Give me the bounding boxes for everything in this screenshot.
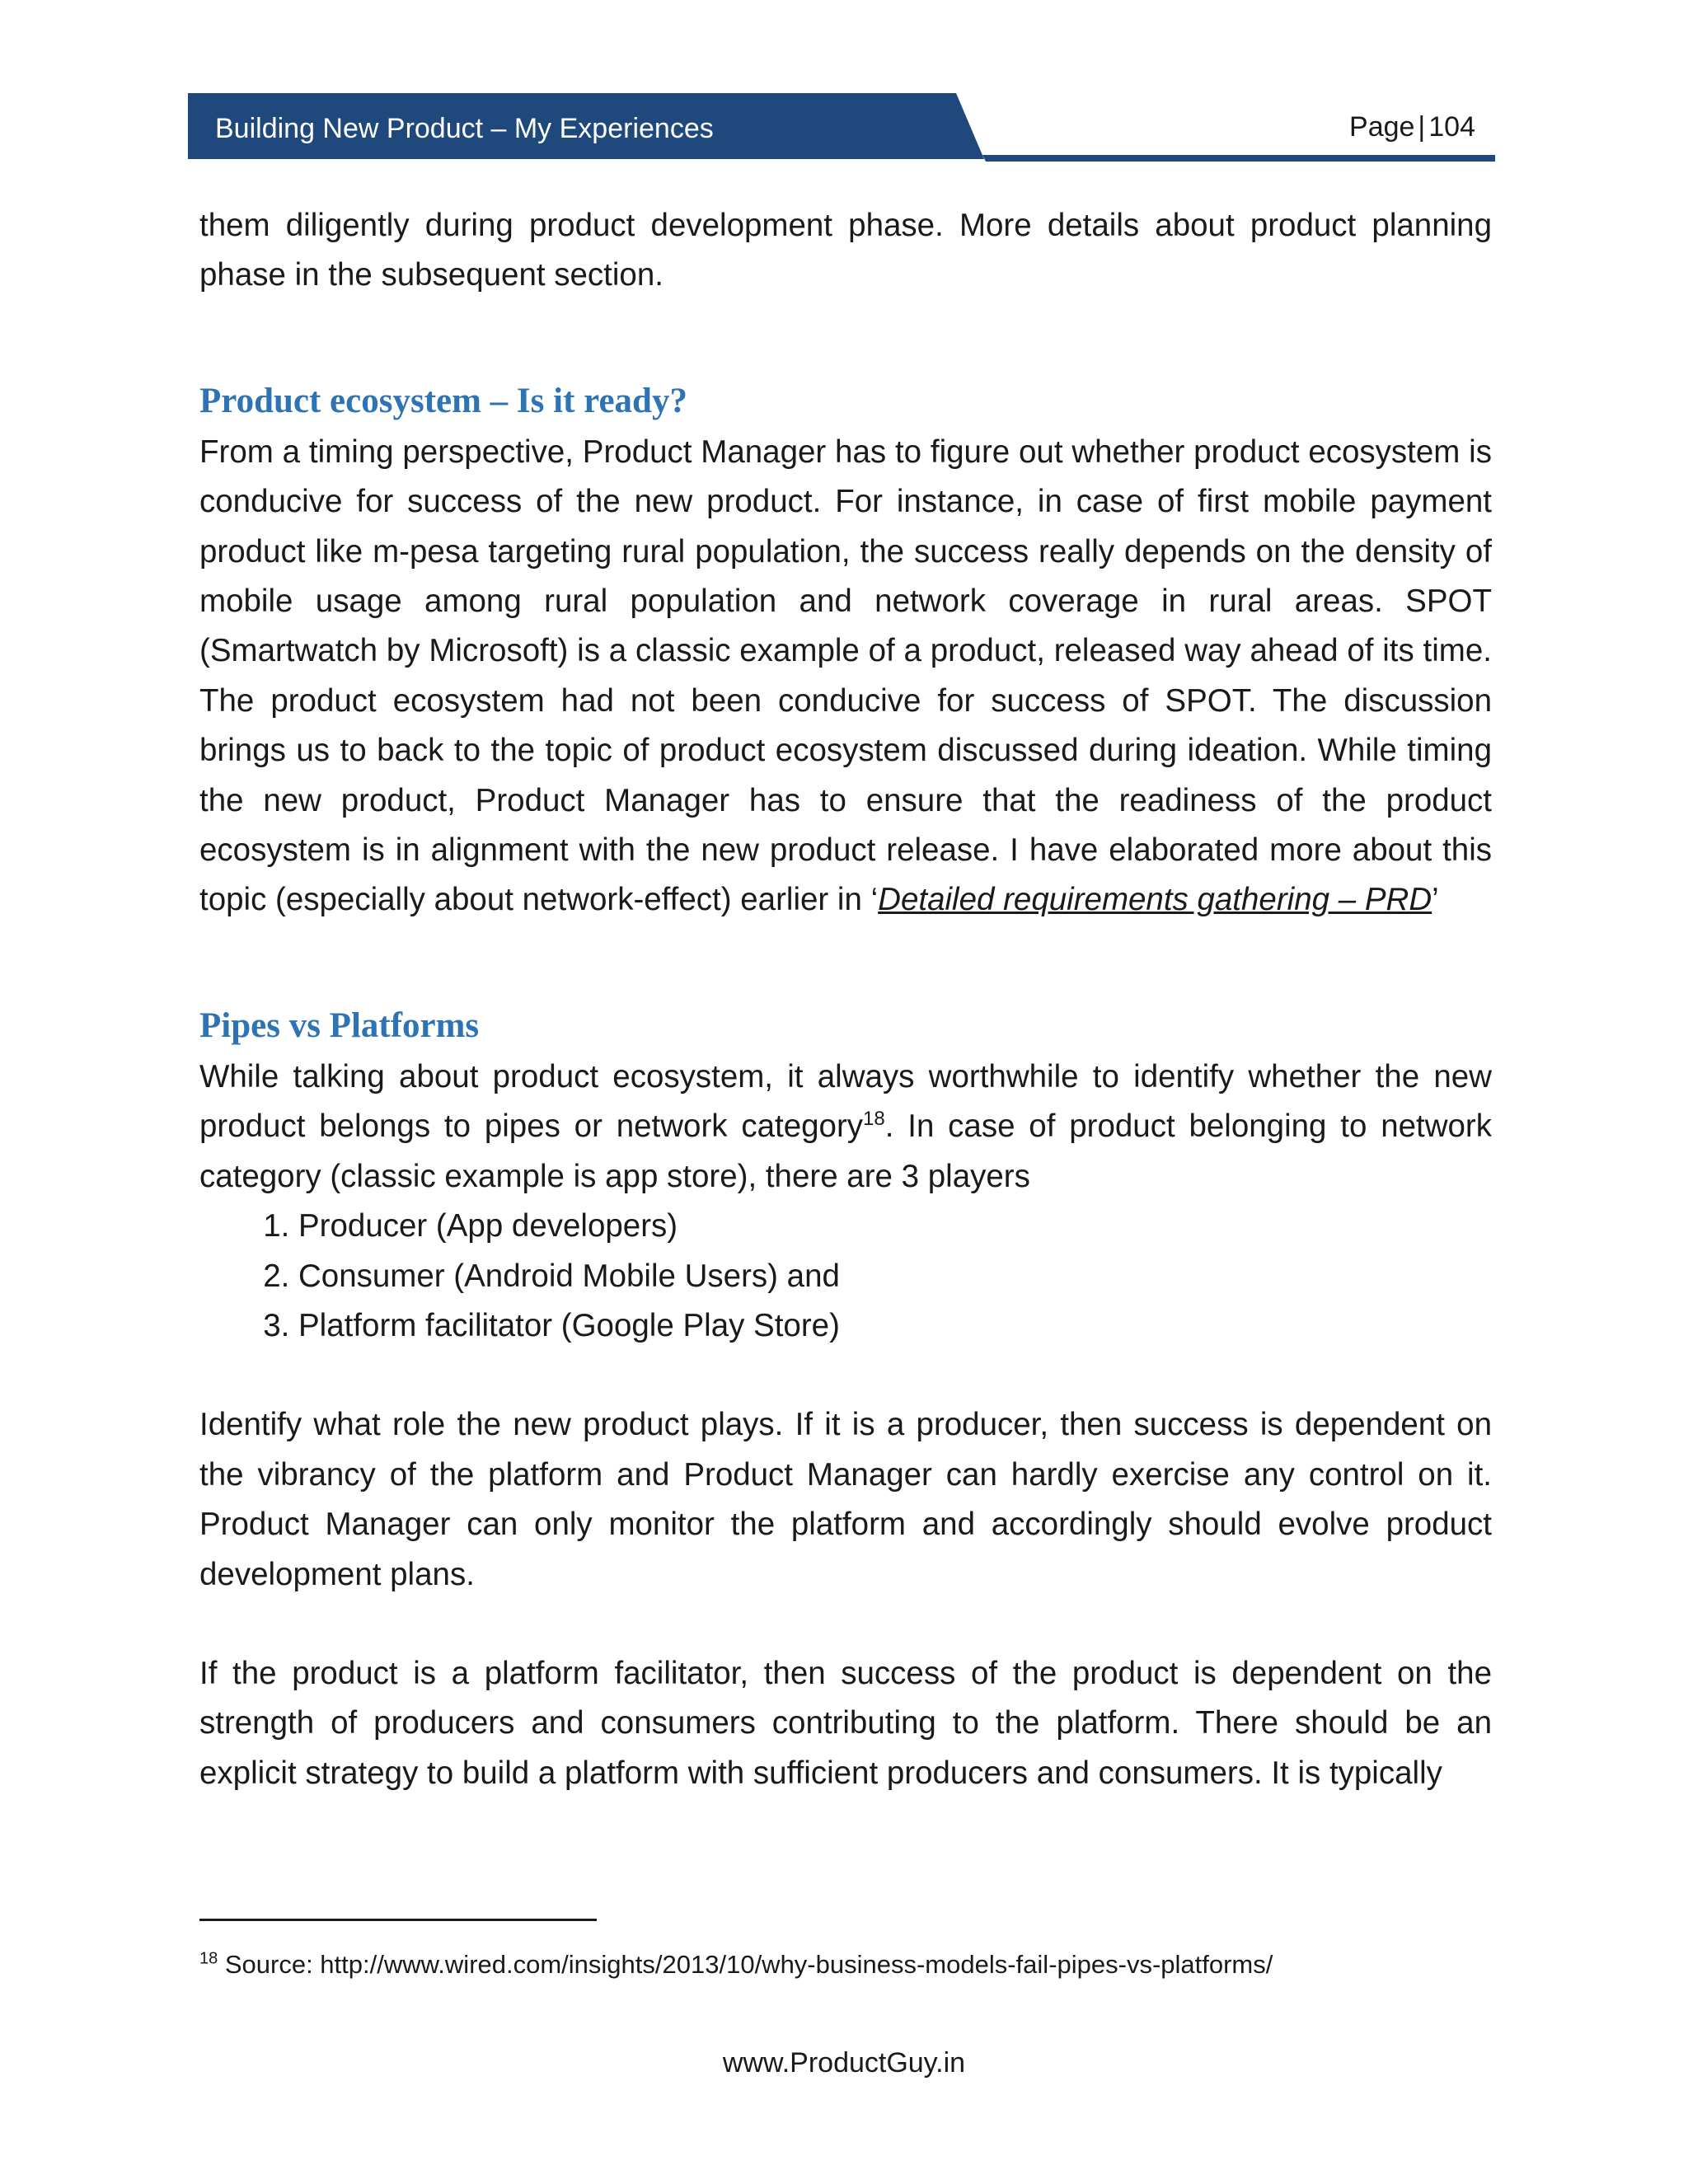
pipes-paragraph xyxy=(199,1052,1492,1202)
section-heading-ecosystem: Product ecosystem – Is it ready? xyxy=(199,381,687,420)
ecosystem-body: From a timing perspective, Product Manager has to figure out whether product ecosystem is conducive for success of the new product. For instance, in case of first mobile payment product like m-pesa targeting rural population, the success really depends on the density of mobile usage among rural population and network coverage in rural areas. SPOT (Smartwatch by Microsoft) is a classic example of a product, released way ahead of its time. The product ecosystem had not been conducive for success of SPOT. The discussion brings us to back to the topic of product ecosystem discussed during ideation. While timing the new product, Product Manager has to ensure that the readiness of the product ecosystem is in alignment with the new product release. I have elaborated more about this topic (especially about network-effect) earlier in ‘ xyxy=(199,434,1492,918)
ecosystem-paragraph xyxy=(199,428,1492,926)
pipes-body-a: While talking about product ecosystem, it always worthwhile to identify whether the new product belongs to pipes or network category xyxy=(199,1058,1492,1145)
footnote xyxy=(199,1950,1273,1980)
page-header xyxy=(188,93,1495,167)
list-item: 3. Platform facilitator (Google Play Store) xyxy=(298,1301,1492,1351)
footnote-text: Source: http://www.wired.com/insights/2013/10/why-business-models-fail-pipes-vs-platforms/ xyxy=(218,1950,1273,1979)
facilitator-paragraph: If the product is a platform facilitator, then success of the product is dependent on the strength of producers and consumers contributing to the platform. There should be an explicit strategy to build a platform with sufficient producers and consumers. It is typically xyxy=(199,1655,1492,1791)
footnote-number: 18 xyxy=(199,1949,218,1968)
producer-paragraph: Identify what role the new product plays. If it is a producer, then success is dependent on the vibrancy of the platform and Product Manager can hardly exercise any control on it. Product Manager can only monitor the platform and accordingly should evolve product development plans. xyxy=(199,1407,1492,1592)
intro-paragraph: them diligently during product development phase. More details about product planning phase in the subsequent section. xyxy=(199,208,1492,293)
page-separator: | xyxy=(1418,111,1426,143)
page-number: 104 xyxy=(1428,111,1475,143)
pipes-body-b: . In case of product belonging to network category (classic example is app store), there are 3 players xyxy=(199,1108,1492,1194)
page-content xyxy=(199,201,1492,1798)
list-item: 2. Consumer (Android Mobile Users) and xyxy=(298,1252,1492,1301)
footnote-ref[interactable]: 18 xyxy=(863,1108,885,1131)
page-footer: www.ProductGuy.in xyxy=(722,2047,966,2079)
footnote-divider xyxy=(199,1919,597,1921)
players-list xyxy=(199,1202,1492,1351)
book-title: Building New Product – My Experiences xyxy=(215,113,714,144)
section-heading-pipes: Pipes vs Platforms xyxy=(199,1005,480,1045)
ecosystem-body-end: ’ xyxy=(1432,882,1439,918)
prd-link[interactable]: Detailed requirements gathering – PRD xyxy=(878,882,1432,918)
page-number-label xyxy=(1349,111,1475,143)
page-label: Page xyxy=(1349,111,1415,143)
list-item: 1. Producer (App developers) xyxy=(298,1202,1492,1251)
